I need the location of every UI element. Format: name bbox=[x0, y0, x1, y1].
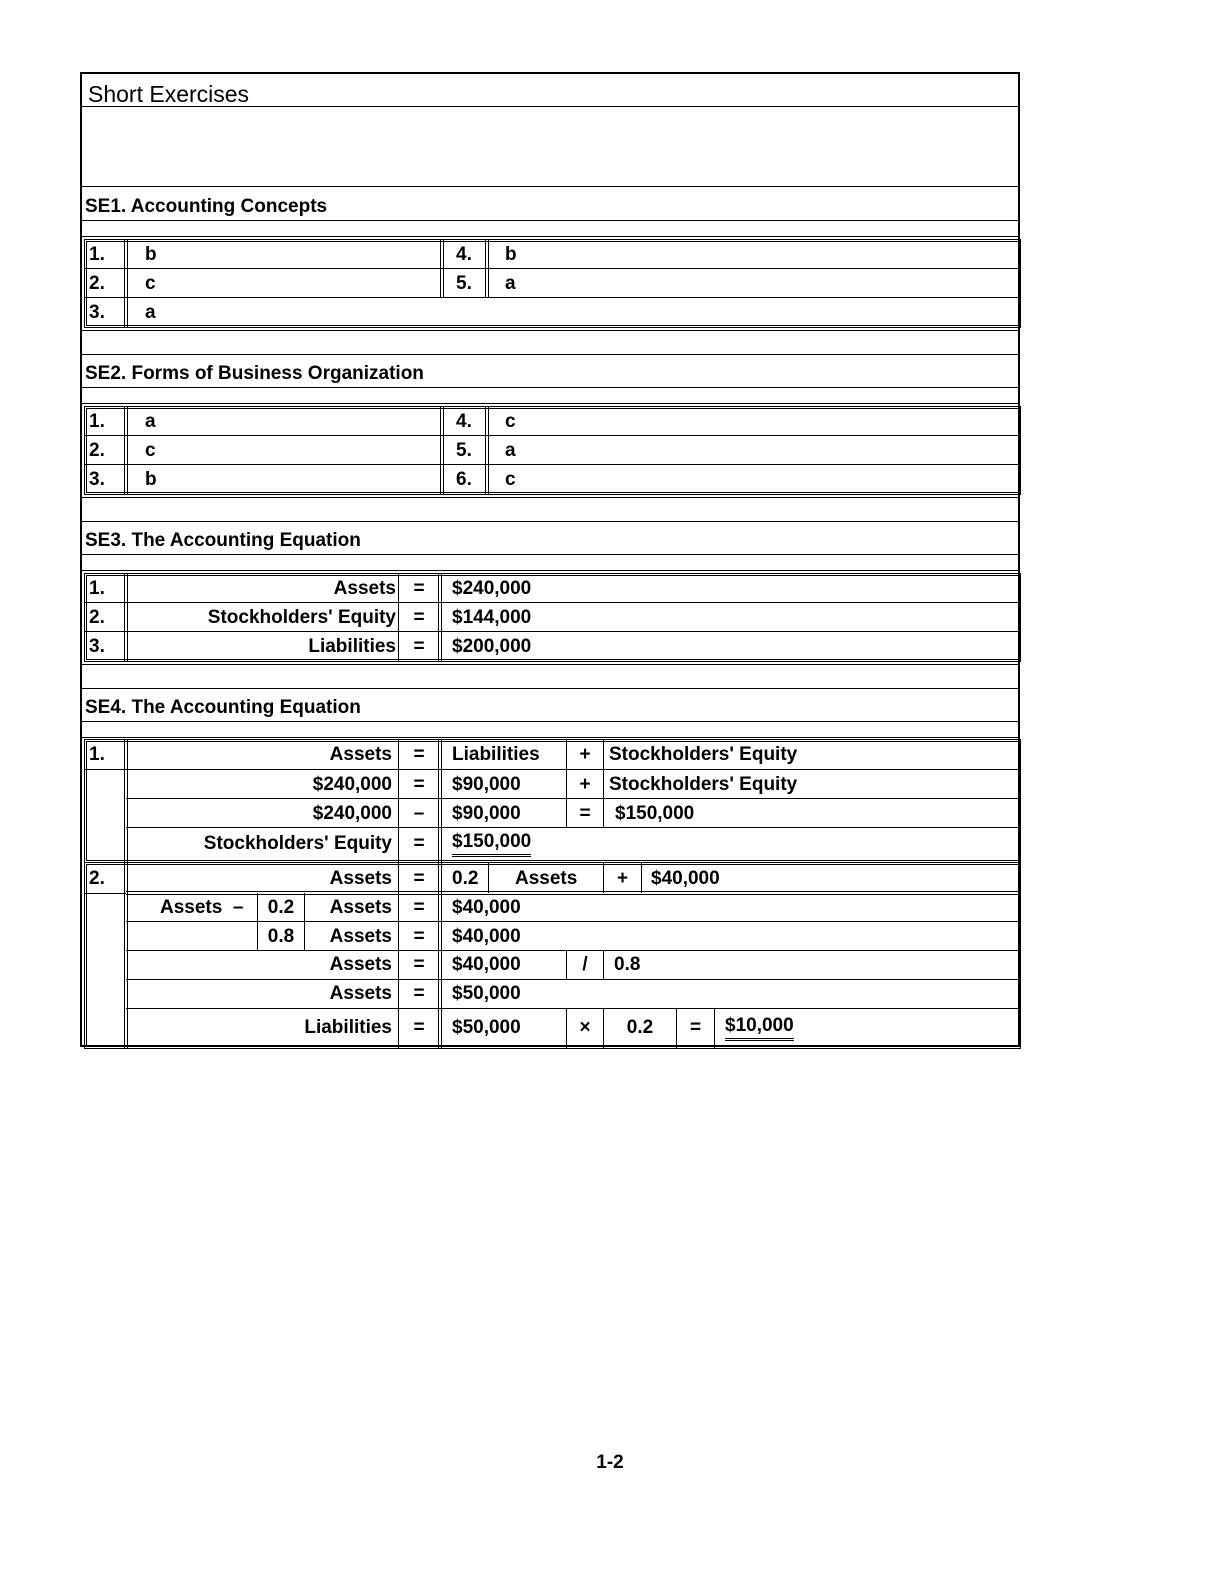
row-line bbox=[84, 769, 126, 770]
equals-sign: = bbox=[413, 868, 425, 889]
row-line bbox=[126, 921, 1019, 922]
col-line bbox=[438, 739, 442, 863]
item-number: 1. bbox=[89, 244, 105, 265]
row-line bbox=[126, 1008, 1019, 1009]
col-line bbox=[124, 406, 128, 495]
equation-label: Liabilities bbox=[308, 636, 396, 657]
divider bbox=[82, 403, 1018, 404]
col-line bbox=[124, 239, 128, 328]
row-line bbox=[84, 631, 1019, 632]
row-line bbox=[126, 950, 1019, 951]
equation-term: Assets bbox=[515, 868, 578, 889]
equals-sign: = bbox=[413, 578, 425, 599]
row-line bbox=[126, 827, 1019, 828]
item-number: 3. bbox=[89, 636, 105, 657]
row-line bbox=[84, 297, 1019, 298]
exercise-sheet bbox=[80, 72, 1020, 1047]
plus-sign: + bbox=[616, 868, 629, 889]
divider bbox=[82, 497, 1018, 498]
equation-term: $40,000 bbox=[452, 897, 521, 918]
equals-sign: = bbox=[413, 744, 425, 765]
page-title: Short Exercises bbox=[88, 81, 250, 107]
equals-sign: = bbox=[413, 926, 425, 947]
equation-term: Stockholders' Equity bbox=[609, 774, 798, 795]
item-number: 2. bbox=[89, 273, 105, 294]
divider bbox=[82, 664, 1018, 665]
item-number: 1. bbox=[89, 744, 105, 765]
divider bbox=[82, 737, 1018, 738]
equation-label: Assets bbox=[329, 868, 392, 889]
equation-value: $200,000 bbox=[452, 636, 532, 657]
answer: c bbox=[145, 273, 156, 294]
col-line bbox=[603, 950, 604, 979]
col-line bbox=[124, 573, 128, 662]
row-line bbox=[126, 769, 1019, 770]
item-number: 1. bbox=[89, 411, 105, 432]
equals-sign: = bbox=[413, 983, 425, 1004]
col-line bbox=[304, 893, 305, 950]
divider bbox=[82, 721, 1018, 722]
equation-value: $144,000 bbox=[452, 607, 532, 628]
row-line bbox=[84, 464, 1019, 465]
answer: a bbox=[505, 273, 516, 294]
equation-label: $240,000 bbox=[312, 774, 392, 795]
equation-label: Liabilities bbox=[304, 1017, 392, 1038]
divider bbox=[82, 387, 1018, 388]
equals-sign: = bbox=[413, 636, 425, 657]
answer: a bbox=[145, 411, 156, 432]
equation-term: Stockholders' Equity bbox=[609, 744, 798, 765]
col-line bbox=[124, 739, 128, 863]
row-line bbox=[84, 893, 126, 894]
col-line bbox=[398, 862, 399, 1049]
equation-term: $90,000 bbox=[452, 774, 521, 795]
item-number: 2. bbox=[89, 607, 105, 628]
equals-sign: = bbox=[579, 803, 591, 824]
equation-label: Assets bbox=[329, 897, 392, 918]
col-line bbox=[440, 239, 444, 297]
coefficient: 0.8 bbox=[614, 954, 641, 975]
divider bbox=[82, 354, 1018, 355]
col-line bbox=[714, 1008, 715, 1049]
col-line bbox=[440, 406, 444, 495]
col-line bbox=[438, 862, 442, 1049]
coefficient: 0.2 bbox=[267, 897, 295, 918]
divider bbox=[82, 554, 1018, 555]
col-line bbox=[398, 573, 399, 662]
item-number: 5. bbox=[456, 273, 472, 294]
divider bbox=[82, 688, 1018, 689]
row-line bbox=[84, 602, 1019, 603]
equals-sign: = bbox=[413, 833, 425, 854]
equation-term: $50,000 bbox=[452, 1017, 521, 1038]
equation-label: Assets bbox=[333, 578, 396, 599]
coefficient: 0.2 bbox=[452, 868, 479, 889]
equation-term: $90,000 bbox=[452, 803, 521, 824]
equals-sign: = bbox=[413, 607, 425, 628]
equation-term: $40,000 bbox=[651, 868, 720, 889]
row-line bbox=[126, 979, 1019, 980]
col-line bbox=[438, 573, 442, 662]
divide-sign: / bbox=[582, 954, 588, 975]
answer: a bbox=[505, 440, 516, 461]
item-number: 4. bbox=[456, 244, 472, 265]
equals-sign: = bbox=[413, 954, 425, 975]
answer: a bbox=[145, 302, 156, 323]
equation-label: Assets bbox=[329, 744, 392, 765]
equals-sign: = bbox=[689, 1017, 702, 1038]
se2-heading: SE2. Forms of Business Organization bbox=[85, 363, 424, 384]
equation-prefix: Assets – bbox=[160, 897, 244, 918]
item-number: 6. bbox=[456, 469, 472, 490]
col-line bbox=[603, 739, 604, 827]
row-line bbox=[126, 798, 1019, 799]
equation-label: Stockholders' Equity bbox=[207, 607, 396, 628]
col-line bbox=[485, 406, 489, 495]
equation-term: $40,000 bbox=[452, 954, 521, 975]
answer: b bbox=[505, 244, 517, 265]
col-line bbox=[485, 239, 489, 297]
answer: c bbox=[505, 469, 516, 490]
final-answer: $10,000 bbox=[725, 1015, 794, 1041]
se1-heading: SE1. Accounting Concepts bbox=[85, 196, 328, 217]
answer: b bbox=[145, 469, 157, 490]
divider bbox=[82, 220, 1018, 221]
divider bbox=[82, 186, 1018, 187]
coefficient: 0.8 bbox=[267, 926, 295, 947]
col-line bbox=[488, 862, 489, 893]
equation-term: $50,000 bbox=[452, 983, 521, 1004]
divider bbox=[82, 330, 1018, 331]
item-number: 2. bbox=[89, 868, 105, 889]
coefficient: 0.2 bbox=[626, 1017, 654, 1038]
minus-sign: – bbox=[413, 803, 425, 824]
answer: c bbox=[145, 440, 156, 461]
col-line bbox=[641, 862, 642, 893]
equation-value: $240,000 bbox=[452, 578, 532, 599]
se4-heading: SE4. The Accounting Equation bbox=[85, 697, 361, 718]
se3-heading: SE3. The Accounting Equation bbox=[85, 530, 361, 551]
plus-sign: + bbox=[579, 744, 591, 765]
col-line bbox=[124, 862, 128, 1049]
equals-sign: = bbox=[413, 774, 425, 795]
se2-table bbox=[84, 406, 1021, 495]
equation-label: $240,000 bbox=[312, 803, 392, 824]
plus-sign: + bbox=[579, 774, 591, 795]
answer: c bbox=[505, 411, 516, 432]
divider bbox=[82, 236, 1018, 237]
item-number: 3. bbox=[89, 302, 105, 323]
equation-label: Stockholders' Equity bbox=[203, 833, 392, 854]
equation-result: $150,000 bbox=[615, 803, 695, 824]
divider bbox=[82, 106, 1018, 107]
equals-sign: = bbox=[413, 1017, 425, 1038]
answer: b bbox=[145, 244, 157, 265]
divider bbox=[82, 521, 1018, 522]
page-number: 1-2 bbox=[596, 1452, 624, 1473]
item-number: 1. bbox=[89, 578, 105, 599]
equation-term: Liabilities bbox=[452, 744, 540, 765]
item-number: 3. bbox=[89, 469, 105, 490]
equation-label: Assets bbox=[329, 983, 392, 1004]
row-line bbox=[126, 891, 1019, 895]
divider bbox=[82, 570, 1018, 571]
multiply-sign: × bbox=[579, 1017, 591, 1038]
final-answer: $150,000 bbox=[452, 831, 531, 857]
item-number: 5. bbox=[456, 440, 472, 461]
equation-term: $40,000 bbox=[452, 926, 521, 947]
equation-label: Assets bbox=[329, 926, 392, 947]
col-line bbox=[398, 739, 399, 863]
equation-label: Assets bbox=[329, 954, 392, 975]
equals-sign: = bbox=[413, 897, 425, 918]
item-number: 2. bbox=[89, 440, 105, 461]
se1-table bbox=[84, 239, 1021, 328]
item-number: 4. bbox=[456, 411, 472, 432]
row-line bbox=[84, 268, 1019, 269]
row-line bbox=[84, 435, 1019, 436]
